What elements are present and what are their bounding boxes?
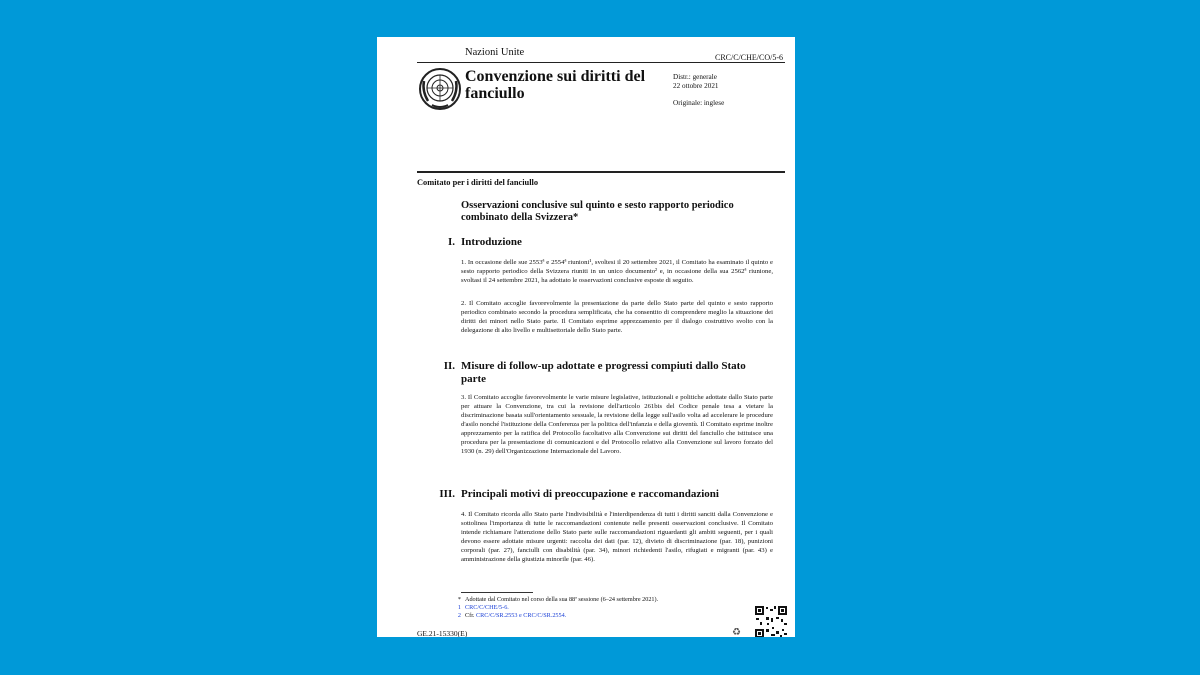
- paragraph: 4. Il Comitato ricorda allo Stato parte l'indivisibilità e l'interdipendenza di tutti i diritti sanciti dalla Convenzione e sottolinea l'importanza di tutte le raccomandazioni contenute nelle presenti osservazioni conclusive. Il Comitato intende richiamare l'attenzione dello Stato parte sulle raccomandazioni riguardanti gli ambiti seguenti, per i quali devono essere adottate misure urgenti: raccolta dei dati (par. 12), divieto di discriminazione (par. 18), punizioni corporali (par. 27), fanciulli con disabilità (par. 34), minori richiedenti l'asilo, rifugiati e migranti (par. 43) e amministrazione della giustizia minorile (par. 46).: [461, 511, 773, 563]
- document-symbol: CRC/C/CHE/CO/5-6: [714, 53, 783, 62]
- section-title: Misure di follow-up adottate e progressi compiuti dallo Stato parte: [461, 360, 746, 385]
- paragraph: 3. Il Comitato accoglie favorevolmente le varie misure legislative, istituzionali e politiche adottate dallo Stato parte per attuare la Convenzione, tra cui la revisione dell'articolo 261bis del Codice penale tesa a vietare la discriminazione basata sull'orientamento sessuale, la revisione della legge sull'asilo volta ad accelerare le procedure d'asilo nonché l'istituzione della Conferenza per la politica dell'infanzia e della gioventù. Il Comitato esprime inoltre apprezzamento per la ratifica del Protocollo facoltativo alla Convenzione sui diritti del fanciullo che istituisce una procedura per la presentazione di comunicazioni e del Protocollo relativo alla Convenzione sul lavoro forzato del 1930 (n. 29) dell'Organizzazione Internazionale del Lavoro.: [461, 394, 773, 455]
- report-title: Osservazioni conclusive sul quinto e sesto rapporto periodico combinato della Svizzera*: [461, 200, 734, 223]
- paragraph: 2. Il Comitato accoglie favorevolmente la presentazione da parte dello Stato parte del quinto e sesto rapporto periodico combinato secondo la procedura semplificata, che ha consentito di comprendere meglio la situazione dei diritti dei minori nello Stato parte. Il Comitato esprime apprezzamento per il dialogo costruttivo svolto con la delegazione di alto livello e multisettoriale dello Stato parte.: [461, 300, 773, 334]
- document-code: GE.21-15330(E): [417, 629, 468, 637]
- header-rule: [417, 62, 785, 63]
- title-rule: [417, 171, 785, 173]
- section-heading: [417, 488, 751, 501]
- footnote: [453, 604, 509, 612]
- distribution-date: 22 ottobre 2021: [673, 82, 719, 90]
- section-number: I.: [447, 236, 455, 248]
- distribution-info: [673, 73, 719, 91]
- footnote-mark: *: [457, 596, 461, 603]
- footnote-link[interactable]: CRC/C/CHE/5-6.: [465, 604, 509, 611]
- footnote-text: Adottate dal Comitato nel corso della sua 88ª sessione (6–24 settembre 2021).: [465, 596, 659, 603]
- footnote-mark: 2: [457, 612, 461, 619]
- section-number: III.: [439, 488, 455, 500]
- paragraph: 1. In occasione delle sue 2553ª e 2554ª riunioni¹, svoltesi il 20 settembre 2021, il Comitato ha esaminato il quinto e sesto rapporto periodico della Svizzera riuniti in un unico documento² e, in occasione della sua 2562ª riunione, svoltasi il 24 settembre 2021, ha adottato le osservazioni conclusive esposte di seguito.: [461, 259, 773, 284]
- section-title: Introduzione: [461, 236, 522, 248]
- section-title: Principali motivi di preoccupazione e raccomandazioni: [461, 488, 719, 500]
- committee-name: Comitato per i diritti del fanciullo: [417, 178, 539, 187]
- section-heading: [417, 236, 751, 249]
- org-name: Nazioni Unite: [465, 47, 525, 58]
- footnote: [453, 596, 658, 604]
- footnote: [453, 612, 566, 620]
- footnote-link[interactable]: CRC/C/SR.2553 e CRC/C/SR.2554.: [476, 612, 567, 619]
- distribution-type: Distr.: generale: [673, 73, 717, 81]
- qr-code-icon: [754, 605, 788, 637]
- original-language: Originale: inglese: [673, 99, 725, 107]
- footnote-prefix: Cfr.: [465, 612, 475, 619]
- recycle-icon: ♻: [732, 627, 741, 637]
- un-emblem-icon: [418, 67, 462, 111]
- document-page: [377, 37, 795, 637]
- footnote-rule: [461, 592, 533, 593]
- convention-title: Convenzione sui diritti del fanciullo: [465, 68, 646, 102]
- section-number: II.: [443, 360, 455, 372]
- section-heading: [417, 360, 751, 386]
- footnote-mark: 1: [457, 604, 461, 611]
